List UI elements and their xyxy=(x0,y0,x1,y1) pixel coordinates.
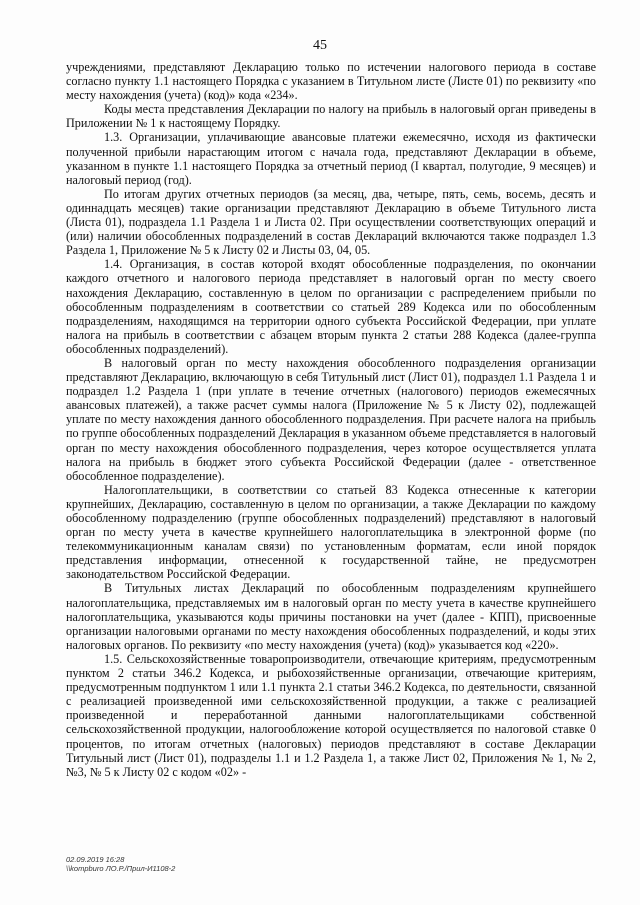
paragraph-other-periods: По итогам других отчетных периодов (за месяц, два, четыре, пять, семь, восемь, десять и одиннадцать месяцев) такие организации представляют Декларацию в объеме Титульного листа (Листа 01), подраздела 1.1 Раздела 1 и Листа 02. При осуществлении соответствующих операций и (или) наличии обособленных подразделений в состав Деклараций включаются также подраздел 1.3 Раздела 1, Приложение № 5 к Листу 02 и Листы 03, 04, 05. xyxy=(66,186,596,258)
paragraph-largest-taxpayers: Налогоплательщики, в соответствии со статьей 83 Кодекса отнесенные к категории крупнейших, Декларацию, составленную в целом по организации, а также Декларации по каждому обособленному подразделению (группе обособленных подразделений) представляют в налоговый орган по месту учета в качестве крупнейшего налогоплательщика в электронной форме (по телекоммуникационным каналам связи) по установленным форматам, если иной порядок представления информации, отнесенной к государственной тайне, не предусмотрен законодательством Российской Федерации. xyxy=(66,482,596,582)
paragraph-1-3: 1.3. Организации, уплачивающие авансовые платежи ежемесячно, исходя из фактически полученной прибыли нарастающим итогом с начала года, представляют Декларации в объеме, указанном в пункте 1.1 настоящего Порядка за отчетный период (I квартал, полугодие, 9 месяцев) и налоговый период (год). xyxy=(66,130,596,187)
paragraph-1-5: 1.5. Сельскохозяйственные товаропроизводители, отвечающие критериям, предусмотренным пунктом 2 статьи 346.2 Кодекса, и рыбохозяйственные организации, отвечающие критериям, предусмотренным подпунктом 1 или 1.1 пункта 2.1 статьи 346.2 Кодекса, по деятельности, связанной с реализацией произведенной ими сельскохозяйственной продукции, а также с реализацией произведенной и переработанной данными налогоплательщиками собственной сельскохозяйственной продукции, налогообложение которой осуществляется по налоговой ставке 0 процентов, по итогам отчетных (налоговых) периодов представляют в составе Декларации Титульный лист (Лист 01), подразделы 1.1 и 1.2 Раздела 1, а также Лист 02, Приложения № 1, № 2, №3, № 5 к Листу 02 с кодом «02» - xyxy=(66,651,596,779)
paragraph-separate-division: В налоговый орган по месту нахождения обособленного подразделения организации представляют Декларацию, включающую в себя Титульный лист (Лист 01), подраздел 1.1 Раздела 1 и подраздел 1.2 Раздела 1 (при уплате в течение отчетных (налогового) периодов ежемесячных авансовых платежей), а также расчет суммы налога (Приложение № 5 к Листу 02), подлежащей уплате по месту нахождения данного обособленного подразделения. При расчете налога на прибыль по группе обособленных подразделений Декларация в указанном объеме представляется в налоговый орган по месту нахождения обособленного подразделения, через которое осуществляется уплата налога на прибыль в бюджет этого субъекта Российской Федерации (далее - ответственное обособленное подразделение). xyxy=(66,355,596,483)
footer-date: 02.09.2019 16:28 xyxy=(66,855,125,864)
paragraph-1-4: 1.4. Организация, в состав которой входят обособленные подразделения, по окончании каждого отчетного и налогового периода представляет в налоговый орган по месту своего нахождения Декларацию, составленную в целом по организации с распределением прибыли по обособленным подразделениям в соответствии со статьей 289 Кодекса или по обособленным подразделениям, находящимся на территории одного субъекта Российской Федерации, при уплате налога на прибыль в соответствии с абзацем вторым пункта 2 статьи 288 Кодекса (далее-группа обособленных подразделений). xyxy=(66,257,596,356)
document-body xyxy=(66,60,596,779)
footer-path: \\kompburo ЛО.Р./Прил-И1108-2 xyxy=(66,864,176,873)
page-number: 45 xyxy=(313,38,327,53)
footer-stamp xyxy=(66,855,175,873)
paragraph-location-codes: Коды места представления Декларации по налогу на прибыль в налоговый орган приведены в Приложении № 1 к настоящему Порядку. xyxy=(66,102,596,131)
paragraph-continuation: учреждениями, представляют Декларацию только по истечении налогового периода в составе согласно пункту 1.1 настоящего Порядка с указанием в Титульном листе (Листе 01) по реквизиту «по месту нахождения (учета) (код)» кода «234». xyxy=(66,60,596,103)
paragraph-title-pages: В Титульных листах Деклараций по обособленным подразделениям крупнейшего налогоплательщика, представляемых им в налоговый орган по месту учета в качестве крупнейшего налогоплательщика, указываются коды причины постановки на учет (далее - КПП), присвоенные организации налоговыми органами по месту нахождения обособленных подразделений, и коды этих налоговых органов. По реквизиту «по месту нахождения (учета) (код)» указывается код «220». xyxy=(66,581,596,652)
